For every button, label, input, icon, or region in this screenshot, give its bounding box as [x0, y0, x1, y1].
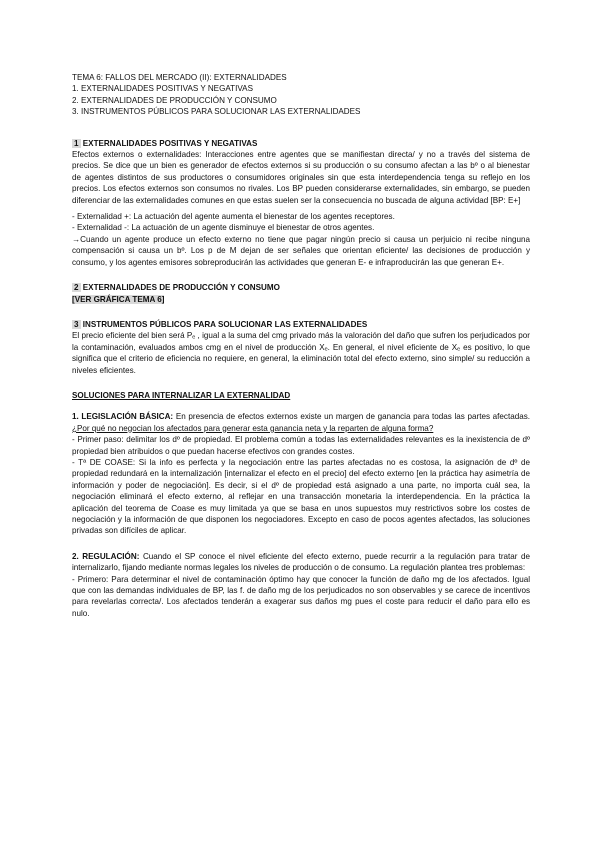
section-1-arrow-paragraph: →Cuando un agente produce un efecto externo no tiene que pagar ningún precio si causa un perjuicio ni recibe ninguna compensación si causa un bº. Los p de M dejan de ser señales que orientan eficiente/ las decisiones de producción y consumo, y los agentes emisores sobreproducirán las actividades que generan E- e infraproducirán las que generan E+.	[72, 234, 530, 267]
document-title: TEMA 6: FALLOS DEL MERCADO (II): EXTERNALIDADES	[72, 73, 287, 82]
negative-externality: - Externalidad -: La actuación de un agente disminuye el bienestar de otros agentes.	[72, 223, 375, 233]
regulation-label: 2. REGULACIÓN:	[72, 551, 140, 561]
coase-theorem-paragraph: - Tª DE COASE: Si la info es perfecta y la negociación entre las partes afectadas no es costosa, la asignación de dº de propiedad redundará en la internalización [internalizar el efecto en el precio] del efecto externo [en la práctica hay asimetría de información y poder de negociación]. Es decir, si el dº de propiedad está asignado a una parte, no importa cuál sea, la negociación eliminará el efecto externo, al reflejar en una transacción monetaria la interdependencia. En la práctica la aplicación del teorema de Coase es muy limitada ya que se basa en unos supuestos muy restrictivos sobre los costes de negociación y la información de que disponen los negociadores. Excepto en caso de pocos agentes afectados, las soluciones privadas son difíciles de aplicar.	[72, 457, 530, 536]
regulation-paragraph	[72, 551, 530, 574]
legislation-text: En presencia de efectos externos existe un margen de ganancia para todas las partes afectadas.	[175, 412, 531, 422]
toc-item-2: 2. EXTERNALIDADES DE PRODUCCIÓN Y CONSUMO	[72, 95, 277, 105]
legislation-label: 1. LEGISLACIÓN BÁSICA:	[72, 412, 174, 422]
regulation-first-problem: - Primero: Para determinar el nivel de contaminación óptimo hay que conocer la función de daño mg de los afectados. Igual que con las demandas individuales de BP, las f. de daño mg de los perjudicados no son observables y se carece de incentivos para revelarlas correcta/. Los afectados tenderán a exagerar sus daños mg pues el coste para reducir el daño para ello es nulo.	[72, 574, 530, 618]
section-3-heading	[72, 319, 530, 330]
section-2-heading	[72, 282, 530, 293]
section-1-heading	[72, 138, 530, 149]
section-3-body: El precio eficiente del bien será Pₑ , igual a la suma del cmg privado más la valoración del daño que sufren los perjudicados por la contaminación, evaluados ambos cmg en el nivel de producción Xₑ. En general, el nivel eficiente de Xₑ es positivo, lo que significa que el criterio de eficiencia no requiere, en general, la eliminación total del efecto externo, sino simple/ su reducción a niveles eficientes.	[72, 331, 530, 375]
regulation-text: Cuando el SP conoce el nivel eficiente del efecto externo, puede recurrir a la regulación para tratar de internalizarlo, fijando mediante normas legales los niveles de producción o de consumo. La regulación plantea tres problemas:	[72, 551, 530, 573]
section-1-number: 1	[74, 138, 79, 148]
positive-externality: - Externalidad +: La actuación del agente aumenta el bienestar de los agentes receptores.	[72, 212, 395, 222]
section-1-intro: Efectos externos o externalidades: Interacciones entre agentes que se manifiestan directa/ y no a través del sistema de precios. Se dice que un bien es generador de efectos externos si su producción o su consumo afectan a las bº o al bienestar de agentes distintos de sus productores o consumidores originales sin que esta interdependencia tenga su reflejo en los precios. Los efectos externos son consumos no rivales. Los BP pueden considerarse externalidades, sin embargo, se pueden diferenciar de las externalidades comunes en que estas suelen ser la consecuencia no buscada de alguna actividad [BP: E+]	[72, 150, 530, 205]
section-2-number: 2	[74, 283, 79, 293]
document-body	[72, 72, 530, 619]
section-2-title: EXTERNALIDADES DE PRODUCCIÓN Y CONSUMO	[82, 283, 280, 293]
first-step-paragraph: - Primer paso: delimitar los dº de propiedad. El problema común a todas las externalidades relevantes es la inexistencia de dº propiedad bien atribuidos o que puedan hacerse efectivos con grandes costes.	[72, 435, 530, 456]
graph-reference-note: [VER GRÁFICA TEMA 6]	[72, 294, 165, 304]
toc-item-1: 1. EXTERNALIDADES POSITIVAS Y NEGATIVAS	[72, 84, 253, 94]
solutions-heading: SOLUCIONES PARA INTERNALIZAR LA EXTERNALIDAD	[72, 390, 291, 400]
section-3-title: INSTRUMENTOS PÚBLICOS PARA SOLUCIONAR LAS EXTERNALIDADES	[82, 319, 368, 329]
legislation-question: ¿Por qué no negocian los afectados para generar esta ganancia neta y la reparten de alguna forma?	[72, 423, 434, 433]
section-3-number: 3	[74, 319, 79, 329]
legislation-paragraph	[72, 411, 530, 434]
section-1-title: EXTERNALIDADES POSITIVAS Y NEGATIVAS	[82, 138, 258, 148]
toc-item-3: 3. INSTRUMENTOS PÚBLICOS PARA SOLUCIONAR LAS EXTERNALIDADES	[72, 107, 361, 117]
